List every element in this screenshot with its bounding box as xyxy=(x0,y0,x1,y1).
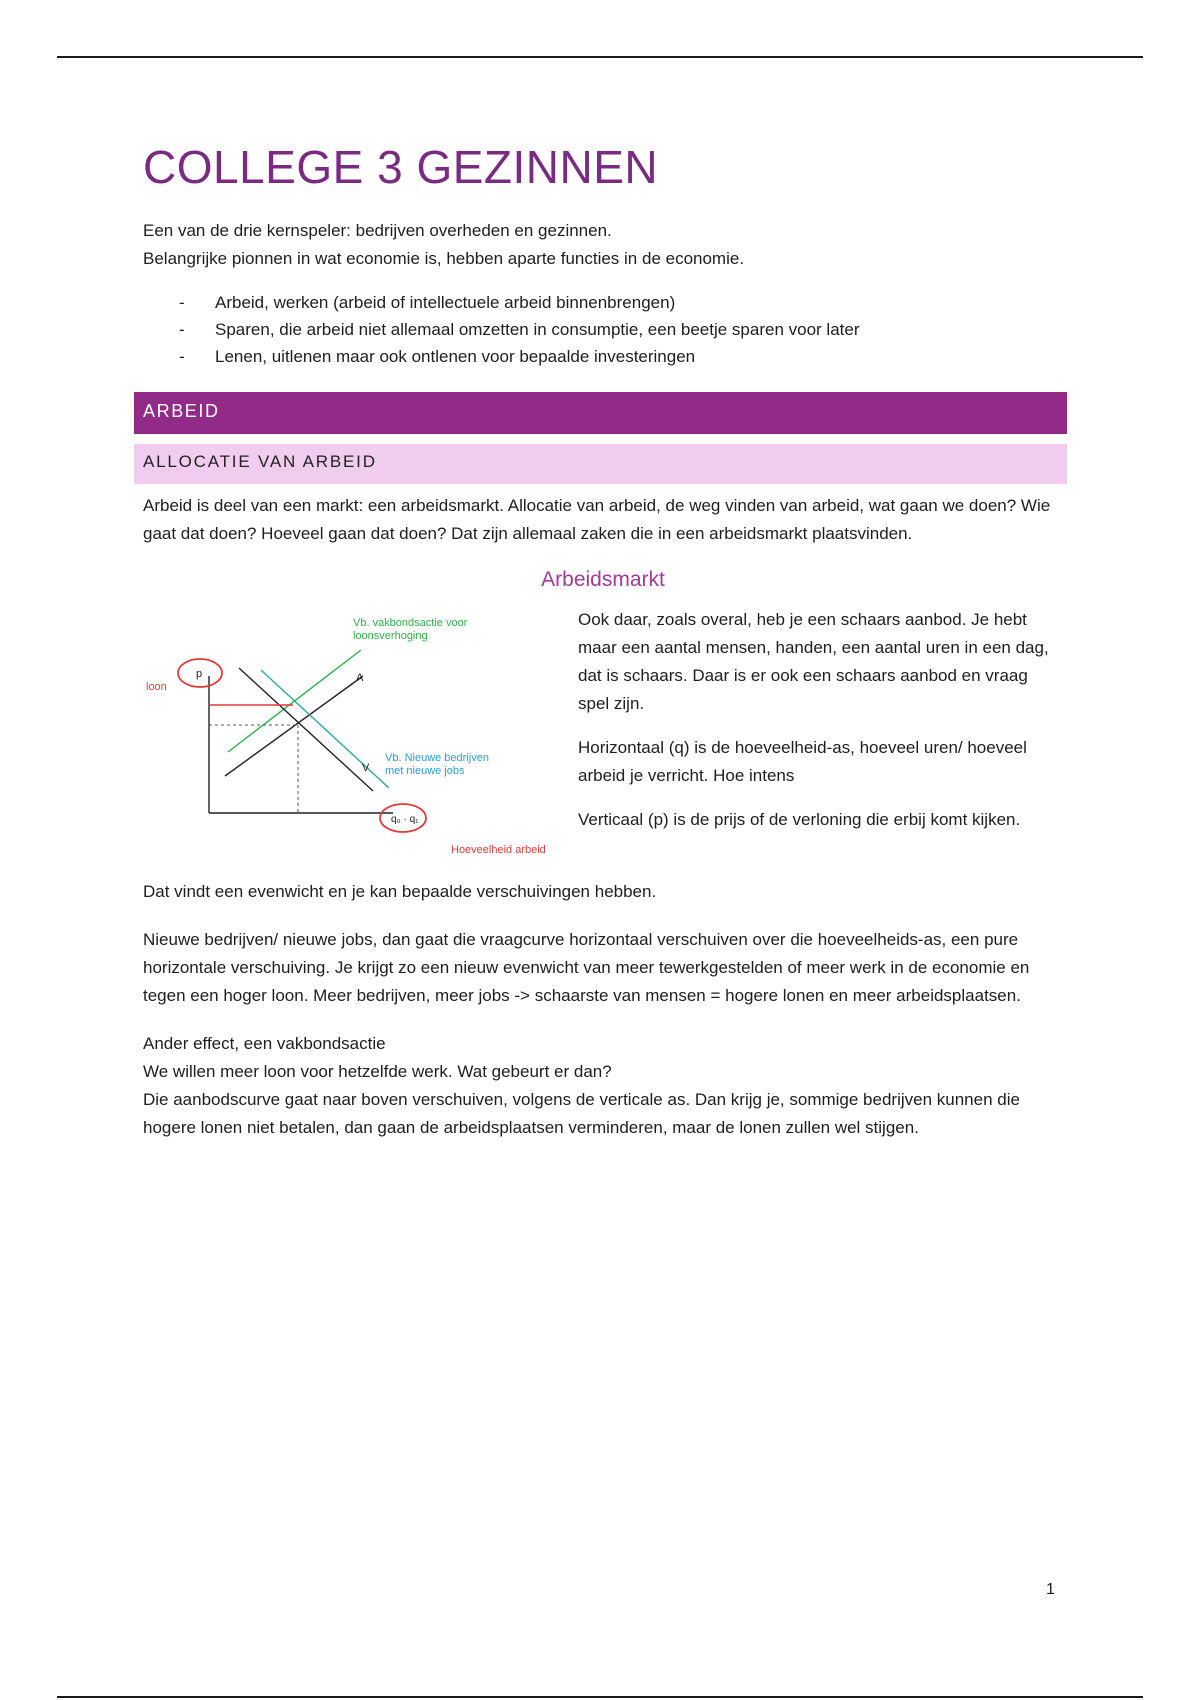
demand-curve-v xyxy=(239,668,373,791)
paragraph-line: We willen meer loon voor hetzelfde werk. Wat gebeurt er dan? xyxy=(143,1062,612,1082)
paragraph-nieuwe-bedrijven: Nieuwe bedrijven/ nieuwe jobs, dan gaat die vraagcurve horizontaal verschuiven over die hoeveelheids-as, een pure horizontale verschuiving. Je krijgt zo een nieuw evenwicht van meer tewerkgestelden of meer werk in de economie en tegen een hoger loon. Meer bedrijven, meer jobs -> schaarste van mensen = hogere lonen en meer arbeidsplaatsen. xyxy=(143,930,1030,1006)
figure-row xyxy=(143,606,1063,906)
bullet-list xyxy=(143,289,1063,370)
figure-explanation xyxy=(578,606,1063,850)
paragraph-ander-effect xyxy=(143,1030,1063,1142)
document-body xyxy=(143,140,1063,1142)
list-item: - Arbeid, werken (arbeid of intellectuele arbeid binnenbrengen) xyxy=(143,289,1063,316)
vakbond-label: Vb. vakbondsactie voor xyxy=(353,617,468,630)
bottom-rule xyxy=(57,1696,1143,1698)
a-label: A xyxy=(356,672,364,685)
intro xyxy=(143,217,1063,273)
paragraph-line: Die aanbodscurve gaat naar boven verschuiven, volgens de verticale as. Dan krijg je, sommige bedrijven kunnen die hogere lonen niet betalen, dan gaan de arbeidsplaatsen verminderen, maar de lonen zullen wel stijgen. xyxy=(143,1090,1020,1138)
p-label: p xyxy=(196,668,203,681)
paragraph: Horizontaal (q) is de hoeveelheid-as, hoeveel uren/ hoeveel arbeid je verricht. Hoe intens xyxy=(578,738,1027,786)
nieuwe-bedrijven-label: Vb. Nieuwe bedrijven xyxy=(385,752,489,765)
heading-arbeid: ARBEID xyxy=(134,392,1067,434)
vakbond-label: loonsverhoging xyxy=(353,630,428,643)
paragraph-line: Ander effect, een vakbondsactie xyxy=(143,1034,386,1054)
top-rule xyxy=(57,56,1143,58)
demand-curve-shifted xyxy=(261,670,389,788)
intro-line: Belangrijke pionnen in wat economie is, hebben aparte functies in de economie. xyxy=(143,249,745,269)
nieuwe-bedrijven-label: met nieuwe jobs xyxy=(385,765,465,778)
supply-curve-a xyxy=(225,676,363,776)
paragraph-evenwicht: Dat vindt een evenwicht en je kan bepaalde verschuivingen hebben. xyxy=(143,882,657,902)
labour-market-diagram xyxy=(143,606,568,866)
paragraph-allocatie: Arbeid is deel van een markt: een arbeidsmarkt. Allocatie van arbeid, de weg vinden van arbeid, wat gaan we doen? Wie gaat dat doen? Hoeveel gaan dat doen? Dat zijn allemaal zaken die in een arbeidsmarkt plaatsvinden. xyxy=(143,496,1051,544)
paragraph: Verticaal (p) is de prijs of de verloning die erbij komt kijken. xyxy=(578,810,1021,830)
list-item: - Lenen, uitlenen maar ook ontlenen voor bepaalde investeringen xyxy=(143,343,1063,370)
paragraph: Ook daar, zoals overal, heb je een schaars aanbod. Je hebt maar een aantal mensen, handen, een aantal uren in een dag, dat is schaars. Daar is er ook een schaars aanbod en vraag spel zijn. xyxy=(578,610,1049,714)
q-label: q₀ · q₁ xyxy=(391,814,419,826)
figure-caption: Arbeidsmarkt xyxy=(541,568,665,592)
v-label: V xyxy=(362,762,370,775)
page-number: 1 xyxy=(1046,1581,1055,1598)
intro-line: Een van de drie kernspeler: bedrijven overheden en gezinnen. xyxy=(143,221,612,241)
loon-label: loon xyxy=(146,681,167,694)
hoeveelheid-label: Hoeveelheid arbeid xyxy=(451,844,546,857)
heading-allocatie: ALLOCATIE VAN ARBEID xyxy=(134,444,1067,484)
list-item: - Sparen, die arbeid niet allemaal omzetten in consumptie, een beetje sparen voor later xyxy=(143,316,1063,343)
page-title: COLLEGE 3 GEZINNEN xyxy=(143,141,659,193)
